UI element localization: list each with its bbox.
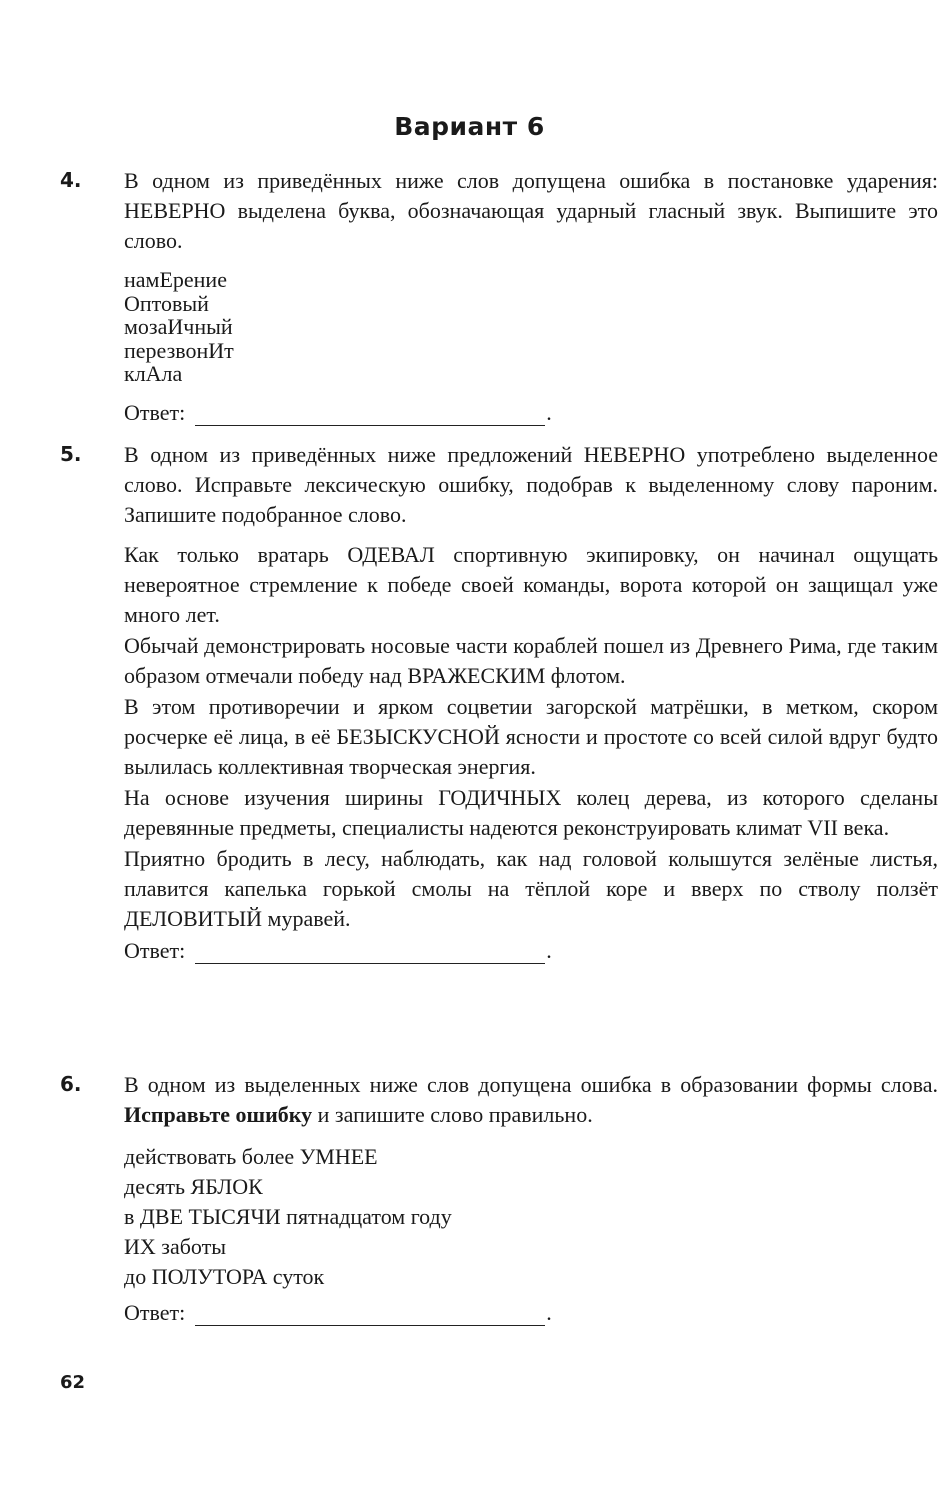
word-item: перезвонИт [124, 337, 234, 363]
sentence: В этом противоречии и ярком соцветии загорской матрёшки, в метком, скором росчерке её лица, в её БЕЗЫСКУСНОЙ ясности и простоте со всей силой вдруг будто вылилась коллективная творческая энергия. [124, 694, 938, 779]
sentence: На основе изучения ширины ГОДИЧНЫХ колец дерева, из которого сделаны деревянные предметы, специалисты надеются реконструировать климат VII века. [124, 785, 938, 840]
answer-label: Ответ: [124, 399, 186, 425]
prompt-text: и запишите слово правильно. [312, 1102, 593, 1127]
phrase-item: в ДВЕ ТЫСЯЧИ пятнадцатом году [124, 1204, 452, 1229]
phrase-item: до ПОЛУТОРА суток [124, 1264, 325, 1289]
task-body [124, 1070, 938, 1326]
prompt-emphasis: Исправьте ошибку [124, 1102, 313, 1127]
word-item: мозаИчный [124, 314, 233, 339]
phrase-item: десять ЯБЛОК [124, 1174, 263, 1199]
sentence: Обычай демонстрировать носовые части кораблей пошел из Древнего Рима, где таким образом отмечали победу над ВРАЖЕСКИМ флотом. [124, 633, 938, 688]
answer-line [124, 938, 938, 964]
word-list [124, 268, 938, 386]
sentence: Приятно бродить в лесу, наблюдать, как над головой колышутся зелёные листья, плавится капелька горькой смолы на тёплой коре и вверх по стволу ползёт ДЕЛОВИТЫЙ муравей. [124, 846, 938, 931]
answer-end: . [546, 938, 552, 963]
phrase-item: ИХ заботы [124, 1234, 227, 1259]
task-prompt: В одном из приведённых ниже предложений НЕВЕРНО употреблено выделенное слово. Исправьте лексическую ошибку, подобрав к выделенному слову пароним. Запишите подобранное слово. [124, 442, 938, 527]
task-number: 5. [60, 442, 82, 466]
phrase-list [124, 1142, 938, 1292]
answer-label: Ответ: [124, 938, 186, 963]
prompt-text: В одном из выделенных ниже слов допущена ошибка в образовании формы слова. [124, 1072, 938, 1097]
task-prompt: В одном из приведённых ниже слов допущена ошибка в постановке ударения: НЕВЕРНО выделена буква, обозначающая ударный гласный звук. Выпишите это слово. [124, 168, 938, 253]
answer-line [124, 1300, 938, 1326]
page-title: Вариант 6 [394, 112, 545, 141]
answer-end: . [546, 1300, 552, 1325]
page-number: 62 [60, 1372, 86, 1393]
answer-end: . [546, 399, 552, 425]
word-item: клАла [124, 361, 183, 386]
task-number: 6. [60, 1072, 82, 1096]
word-item: Оптовый [124, 290, 209, 316]
task-number: 4. [60, 168, 82, 192]
task-body [124, 440, 938, 964]
task-prompt [124, 1070, 938, 1130]
sentence: Как только вратарь ОДЕВАЛ спортивную экипировку, он начинал ощущать невероятное стремление к победе своей команды, ворота которой он защищал уже много лет. [124, 542, 938, 627]
answer-label: Ответ: [124, 1300, 186, 1325]
task-body [124, 166, 938, 426]
answer-blank[interactable] [195, 943, 545, 964]
answer-line [124, 400, 938, 426]
word-item: намЕрение [124, 267, 227, 292]
answer-blank[interactable] [195, 405, 545, 426]
phrase-item: действовать более УМНЕЕ [124, 1144, 378, 1169]
sentence-list [124, 540, 938, 934]
answer-blank[interactable] [195, 1305, 545, 1326]
